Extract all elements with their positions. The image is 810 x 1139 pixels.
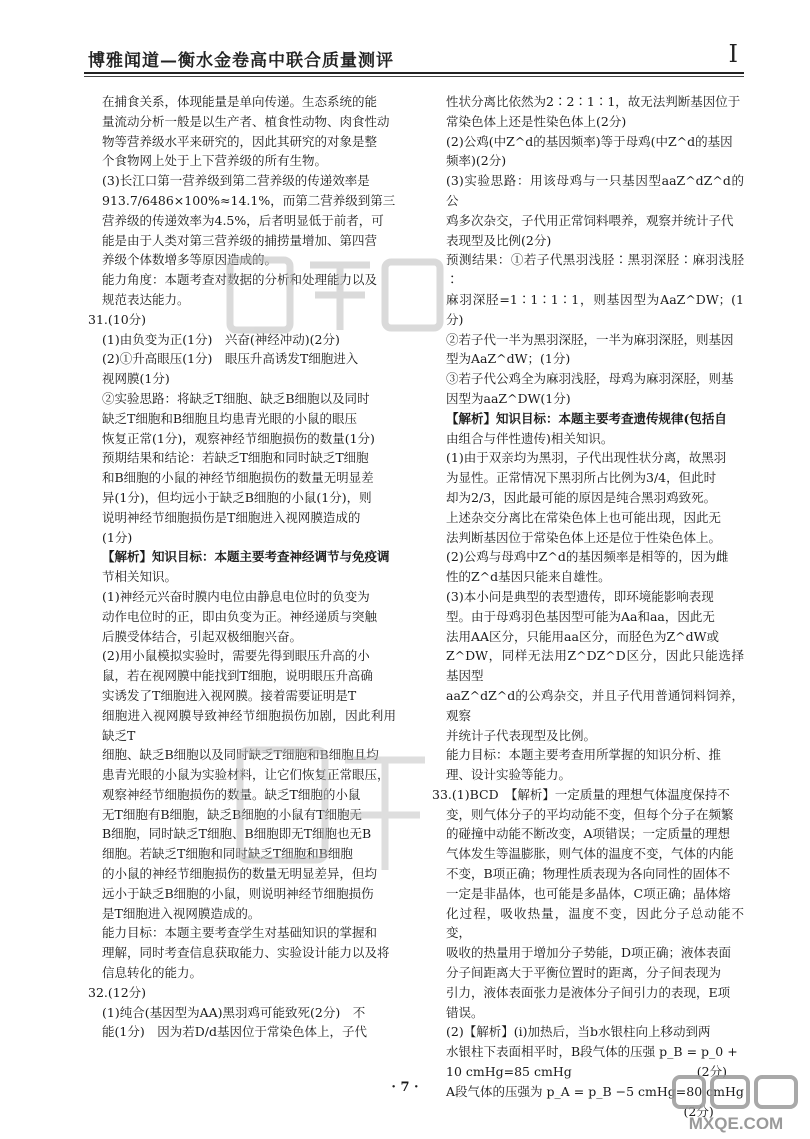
text-line: (1)由于双亲均为黑羽，子代出现性状分离，故黑羽	[446, 450, 727, 466]
text-line: 31.(10分)	[88, 311, 147, 327]
text-line: 为显性。正常情况下黑羽所占比例为3/4，但此时	[446, 470, 717, 486]
text-line: 由组合与伴性遗传)相关知识。	[446, 430, 614, 446]
text-line: (3)实验思路：用该母鸡与一只基因型aaZ^dZ^d的公	[446, 173, 744, 208]
text-line: 不变，B项正确；物理性质表现为各向同性的固体不	[446, 866, 731, 882]
text-line: 视网膜(1分)	[102, 371, 170, 387]
text-line: 缺乏T细胞和B细胞且均患青光眼的小鼠的眼压	[102, 410, 358, 426]
text-line: ③若子代公鸡全为麻羽浅胫，母鸡为麻羽深胫，则基	[446, 371, 734, 387]
text-line: 在捕食关系，体现能量是单向传递。生态系统的能	[102, 94, 378, 109]
text-line: ②实验思路：将缺乏T细胞、缺乏B细胞以及同时	[102, 390, 370, 406]
text-line: ②若子代一半为黑羽深胫，一半为麻羽深胫，则基因	[446, 331, 734, 347]
logo-url: MXQE.COM	[688, 1114, 784, 1133]
text-line: 细胞。若缺乏T细胞和同时缺乏T细胞和B细胞	[102, 846, 353, 862]
page-header	[88, 32, 740, 72]
text-line: 无T细胞有B细胞，缺乏B细胞的小鼠有T细胞无	[102, 806, 363, 822]
text-line: (2)【解析】(ⅰ)加热后，当b水银柱向上移动到两	[446, 1024, 711, 1040]
text-line: 型。由于母鸡羽色基因型可能为Aa和aa，因此无	[446, 608, 715, 624]
text-line: 能(1分) 因为若D/d基因位于常染色体上，子代	[102, 1024, 367, 1040]
text-line: 理、设计实验等能力。	[446, 767, 572, 783]
text-line: 10 cmHg=85 cmHg (2分)	[446, 1064, 727, 1080]
text-line: 恢复正常(1分)，观察神经节细胞损伤的数量(1分)	[102, 430, 375, 446]
header-mark: I	[728, 40, 738, 68]
text-line: 预期结果和结论：若缺乏T细胞和同时缺乏T细胞	[102, 450, 369, 466]
text-line: B细胞，同时缺乏T细胞、B细胞即无T细胞也无B	[102, 826, 372, 842]
text-line: (2)用小鼠模拟实验时，需要先得到眼压升高的小	[102, 648, 370, 664]
text-line: (3)长江口第一营养级到第二营养级的传递效率是	[102, 173, 370, 189]
text-line: 麻羽深胫=1∶1∶1∶1，则基因型为AaZ^DW；(1分)	[446, 291, 744, 327]
text-line: (1分)	[102, 529, 133, 545]
text-line: 的小鼠的神经节细胞损伤的数量无明显差异，但均	[102, 866, 378, 882]
text-line: 鼠，若在视网膜中能找到T细胞，说明眼压升高确	[102, 668, 373, 684]
text-line: 养级个体数增多等原因造成的。	[102, 252, 278, 268]
text-line: 实诱发了T细胞进入视网膜。接着需要证明是T	[102, 687, 357, 703]
text-line: 性的Z^d基因只能来自雄性。	[446, 569, 611, 585]
text-line: 说明神经节细胞损伤是T细胞进入视网膜造成的	[102, 509, 361, 525]
text-line: 气体发生等温膨胀，则气体的温度不变，气体的内能	[446, 846, 734, 862]
text-line: 吸收的热量用于增加分子势能，D项正确；液体表面	[446, 945, 732, 961]
text-line: 细胞、缺乏B细胞以及同时缺乏T细胞和B细胞且均	[102, 747, 379, 763]
right-column	[432, 92, 744, 1121]
text-line: 鸡多次杂交，子代用正常饲料喂养，观察并统计子代	[446, 212, 734, 228]
text-line: (3)本小问是典型的表型遗传，即环境能影响表现	[446, 588, 714, 604]
text-line: 32.(12分)	[88, 984, 147, 1000]
text-line: (2)①升高眼压(1分) 眼压升高诱发T细胞进入	[102, 351, 359, 367]
text-line: (1)纯合(基因型为AA)黑羽鸡可能致死(2分) 不	[102, 1004, 366, 1020]
text-line: 却为2/3，因此最可能的原因是纯合黑羽鸡致死。	[446, 489, 717, 505]
text-line: aaZ^dZ^d的公鸡杂交，并且子代用普通饲料饲养，观察	[446, 687, 744, 723]
text-line: 理解，同时考查信息获取能力、实验设计能力以及将	[102, 945, 390, 961]
text-line: 物等营养级水平来研究的，因此其研究的对象是整	[102, 133, 378, 149]
text-line: 细胞进入视网膜导致神经节细胞损伤加剧，因此利用缺乏T	[102, 707, 396, 743]
text-line: 一定是非晶体，也可能是多晶体，C项正确；晶体熔	[446, 885, 731, 901]
text-line: 表现型及比例(2分)	[446, 232, 552, 248]
text-line: 个食物网上处于上下营养级的所有生物。	[102, 153, 328, 169]
text-line: 频率)(2分)	[446, 153, 507, 169]
text-line: (1)神经元兴奋时膜内电位由静息电位时的负变为	[102, 588, 370, 604]
text-line: 能力目标：本题主要考查用所掌握的知识分析、推	[446, 747, 722, 763]
text-line: 能力目标：本题主要考查学生对基础知识的掌握和	[102, 925, 378, 941]
text-line: 水银柱下表面相平时，B段气体的压强 p_B = p_0 +	[446, 1044, 738, 1060]
text-line: 后膜受体结合，引起双极细胞兴奋。	[102, 628, 303, 644]
text-line: 规范表达能力。	[102, 291, 190, 307]
text-line: 常染色体上还是性染色体上(2分)	[446, 113, 627, 129]
text-line: 信息转化的能力。	[102, 965, 203, 981]
text-line: 并统计子代表现型及比例。	[446, 727, 597, 743]
text-line: A段气体的压强为 p_A = p_B −5 cmHg=80 cmHg	[446, 1083, 744, 1099]
text-line: 营养级的传递效率为4.5%，后者明显低于前者，可	[102, 212, 384, 228]
text-line: 能力角度：本题考查对数据的分析和处理能力以及	[102, 272, 378, 288]
text-line: 的碰撞中动能不断改变，A项错误；一定质量的理想	[446, 826, 731, 842]
text-line: 变，则气体分子的平均动能不变，但每个分子在频繁	[446, 806, 734, 822]
page-number: · 7 ·	[391, 1080, 419, 1095]
header-title: 博雅闻道—衡水金卷高中联合质量测评	[88, 51, 394, 71]
text-line: 33.(1)BCD 【解析】一定质量的理想气体温度保持不	[432, 786, 730, 802]
text-line: 错误。	[446, 1004, 484, 1020]
header-rule-thin	[84, 76, 744, 77]
text-line: (1)由负变为正(1分) 兴奋(神经冲动)(2分)	[102, 331, 340, 347]
text-line: 上述杂交分离比在常染色体上也可能出现，因此无	[446, 509, 722, 525]
text-line: 异(1分)，但均远小于缺乏B细胞的小鼠(1分)，则	[102, 489, 372, 505]
text-line: 引力，液体表面张力是液体分子间引力的表现，E项	[446, 984, 731, 1000]
text-line: 量流动分析一般是以生产者、植食性动物、肉食性动	[102, 113, 390, 129]
site-logo	[670, 1073, 802, 1135]
text-line: 化过程，吸收热量，温度不变，因此分子总动能不变，	[446, 905, 744, 941]
text-line: 观察神经节细胞损伤的数量。缺乏T细胞的小鼠	[102, 786, 361, 802]
text-line: 【解析】知识目标：本题主要考查神经调节与免疫调	[102, 549, 390, 565]
text-line: 远小于缺乏B细胞的小鼠，则说明神经节细胞损伤	[102, 885, 374, 901]
text-line: 型为AaZ^dW；(1分)	[446, 351, 571, 367]
text-line: 预测结果：①若子代黑羽浅胫∶黑羽深胫∶麻羽浅胫∶	[446, 252, 744, 288]
text-line: 因型为aaZ^DW(1分)	[446, 390, 571, 406]
logo-graphic	[670, 1073, 802, 1135]
text-line: 法判断基因位于常染色体上还是位于性染色体上。	[446, 529, 722, 545]
header-rule	[84, 72, 744, 74]
text-line: 和B细胞的小鼠的神经节细胞损伤的数量无明显差	[102, 470, 374, 486]
text-line: 节相关知识。	[102, 569, 178, 585]
text-line: 【解析】知识目标：本题主要考查遗传规律(包括自	[446, 410, 727, 426]
text-line: 患青光眼的小鼠为实验材料，让它们恢复正常眼压，	[102, 767, 390, 783]
text-line: 动作电位时的正，即由负变为正。神经递质与突触	[102, 608, 378, 624]
text-line: 法用AA区分，只能用aa区分，而胫色为Z^dW或	[446, 628, 719, 644]
text-line: 913.7/6486×100%≈14.1%，而第二营养级到第三	[102, 192, 396, 208]
text-line: (2分)	[446, 1103, 714, 1119]
text-line: 性状分离比依然为2∶2∶1∶1，故无法判断基因位于	[446, 94, 741, 109]
text-line: 是T细胞进入视网膜造成的。	[102, 905, 261, 921]
text-line: 分子间距离大于平衡位置时的距离，分子间表现为	[446, 965, 722, 981]
left-column	[88, 92, 396, 1042]
text-line: Z^DW，同样无法用Z^DZ^D区分，因此只能选择基因型	[446, 648, 744, 684]
text-line: 能是由于人类对第三营养级的捕捞量增加、第四营	[102, 232, 378, 248]
text-line: (2)公鸡(中Z^d的基因频率)等于母鸡(中Z^d的基因	[446, 133, 733, 149]
text-line: (2)公鸡与母鸡中Z^d的基因频率是相等的，因为雌	[446, 549, 729, 565]
